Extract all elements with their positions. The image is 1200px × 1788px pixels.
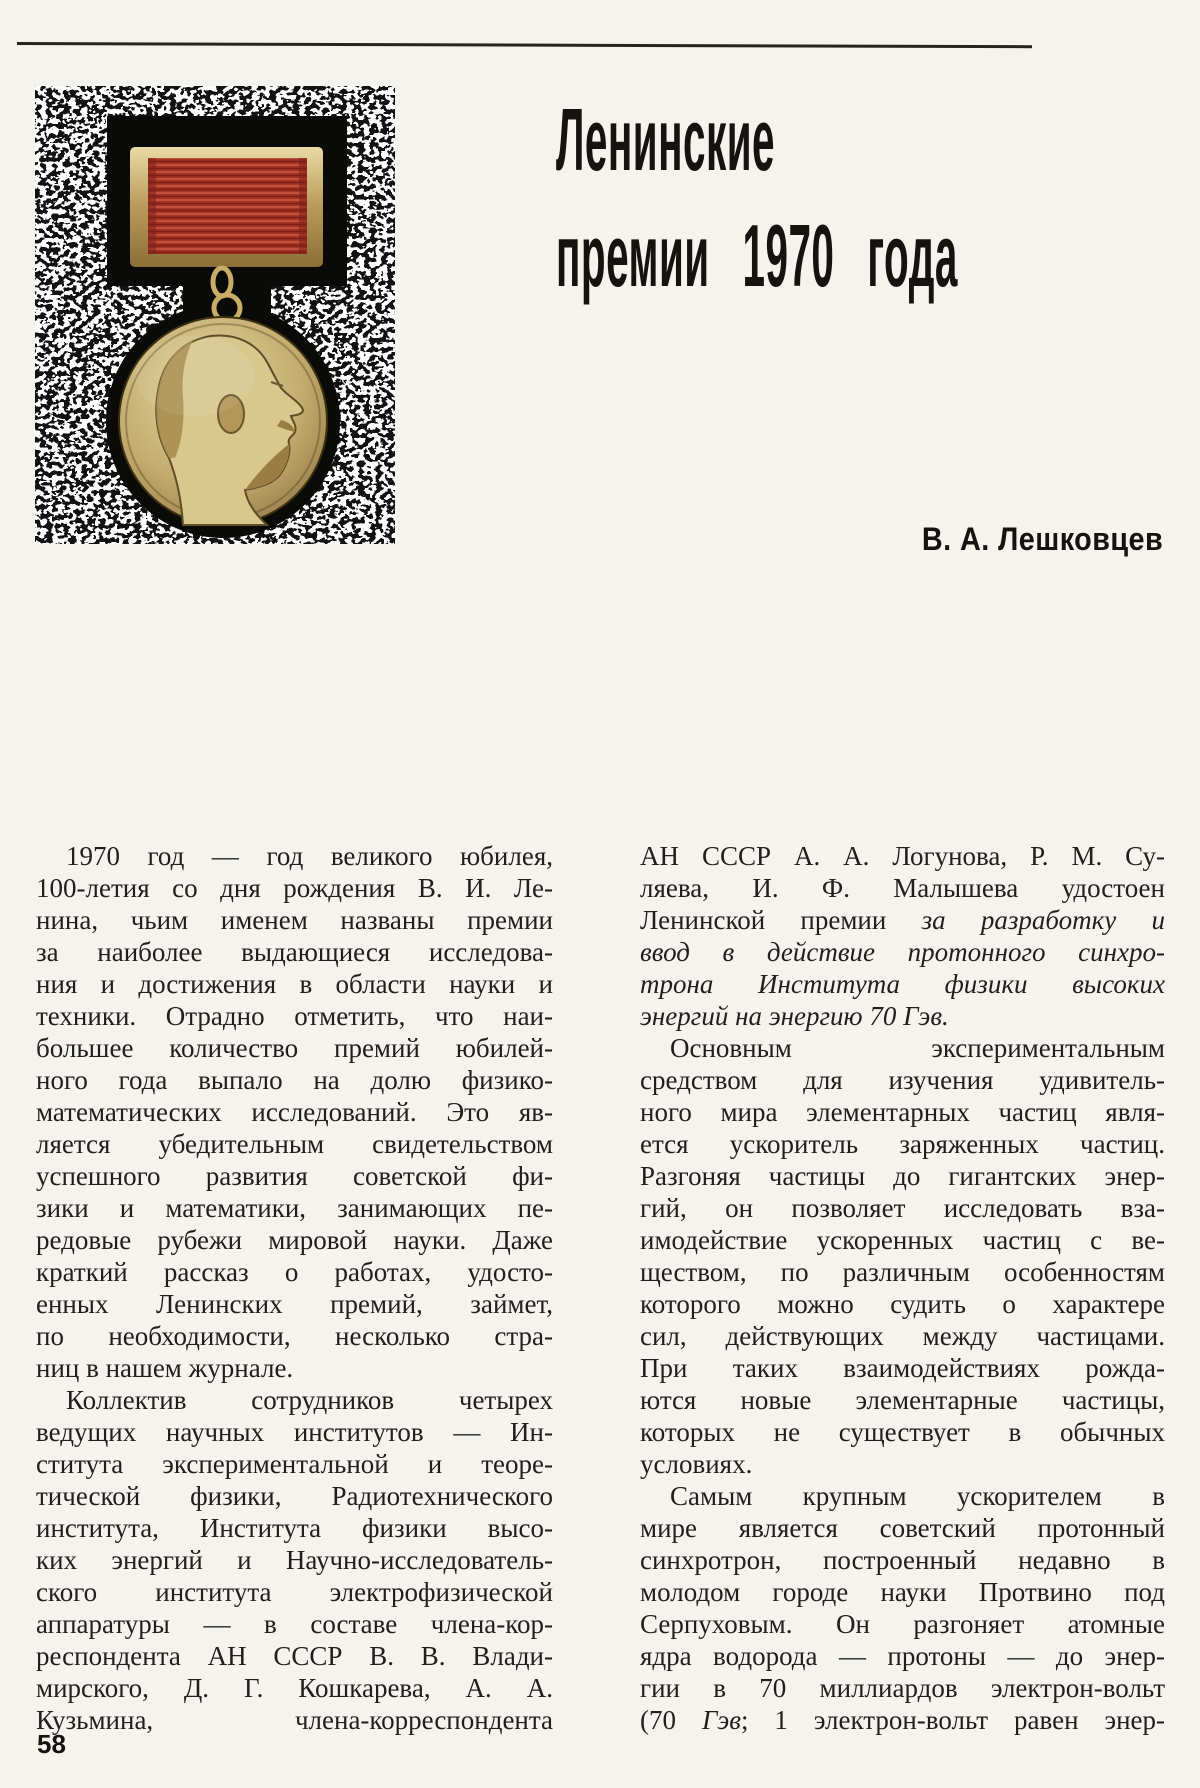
article-column-right [640,840,1165,1736]
text-line: ститута экспериментальной и теоре- [36,1449,553,1479]
text-line: ввод в действие протонного синхро- [640,937,1165,967]
lenin-medal-photo [35,86,395,544]
text-line: успешного развития советской фи- [36,1161,553,1191]
text-line: Кузьмина, члена-корреспондента [36,1705,553,1735]
text-line: ния и достижения в области науки и [36,969,553,999]
text-line: синхротрон, построенный недавно в [640,1545,1165,1575]
text-line: Коллектив сотрудников четырех [66,1385,553,1415]
text-line: ниц в нашем журнале. [36,1353,294,1383]
text-line: 100-летия со дня рождения В. И. Ле- [36,873,553,903]
text-line: математических исследований. Это яв- [36,1097,553,1127]
text-line: нина, чьим именем названы премии [36,905,553,935]
text-line: редовые рубежи мировой науки. Даже [36,1225,553,1255]
text-line: ется ускоритель заряженных частиц. [640,1129,1165,1159]
top-rule [17,42,1032,48]
text-line: ляева, И. Ф. Малышева удостоен [640,873,1165,903]
lenin-medal-illustration [35,86,395,544]
text-line: молодом городе науки Протвино под [640,1577,1165,1607]
text-line: краткий рассказ о работах, удосто- [36,1257,553,1287]
text-line: аппаратуры — в составе члена-кор- [36,1609,553,1639]
text-line: ного мира элементарных частиц явля- [640,1097,1165,1127]
text-line: АН СССР А. А. Логунова, Р. М. Су- [640,841,1165,871]
article-column-left [36,840,553,1736]
text-line: тической физики, Радиотехнического [36,1481,553,1511]
text-line: которых не существует в обычных [640,1417,1165,1447]
text-line: имодействие ускоренных частиц с ве- [640,1225,1165,1255]
text-line: (70 Гэв; 1 электрон-вольт равен энер- [640,1705,1165,1735]
text-line: трона Института физики высоких [640,969,1165,999]
text-line: ких энергий и Научно-исследователь- [36,1545,553,1575]
text-line: респондента АН СССР В. В. Влади- [36,1641,553,1671]
text-line: мирского, Д. Г. Кошкарева, А. А. [36,1673,553,1703]
text-line: сил, действующих между частицами. [640,1321,1165,1351]
text-line: мире является советский протонный [640,1513,1165,1543]
author-byline: В. А. Лешковцев [921,521,1163,557]
text-line: 1970 год — год великого юбилея, [66,841,553,871]
text-line: Серпуховым. Он разгоняет атомные [640,1609,1165,1639]
text-line: При таких взаимодействиях рожда- [640,1353,1165,1383]
text-line: условиях. [640,1449,753,1479]
text-line: енных Ленинских премий, займет, [36,1289,553,1319]
text-line: ляется убедительным свидетельством [36,1129,553,1159]
text-line: средством для изучения удивитель- [640,1065,1165,1095]
article-title-line-2: премии 1970 года [556,206,958,305]
text-line: энергий на энергию 70 Гэв. [640,1001,949,1031]
text-line: ются новые элементарные частицы, [640,1385,1165,1415]
text-line: по необходимости, несколько стра- [36,1321,553,1351]
text-line: Разгоняя частицы до гигантских энер- [640,1161,1165,1191]
text-line: Самым крупным ускорителем в [670,1481,1165,1511]
text-line: института, Института физики высо- [36,1513,553,1543]
text-line: за наиболее выдающиеся исследова- [36,937,553,967]
text-line: гии в 70 миллиардов электрон-вольт [640,1673,1165,1703]
text-line: которого можно судить о характере [640,1289,1165,1319]
text-line: техники. Отрадно отметить, что наи- [36,1001,553,1031]
text-line: ского института электрофизической [36,1577,553,1607]
text-line: гий, он позволяет исследовать вза- [640,1193,1165,1223]
text-line: ведущих научных институтов — Ин- [36,1417,553,1447]
text-line: Ленинской премии за разработку и [640,905,1165,935]
text-line: зики и математики, занимающих пе- [36,1193,553,1223]
text-line: ществом, по различным особенностям [640,1257,1165,1287]
article-title-line-1: Ленинские [556,90,776,189]
text-line: ного года выпало на долю физико- [36,1065,553,1095]
text-line: большее количество премий юбилей- [36,1033,553,1063]
page-number: 58 [37,1729,66,1759]
text-line: Основным экспериментальным [670,1033,1165,1063]
text-line: ядра водорода — протоны — до энер- [640,1641,1165,1671]
